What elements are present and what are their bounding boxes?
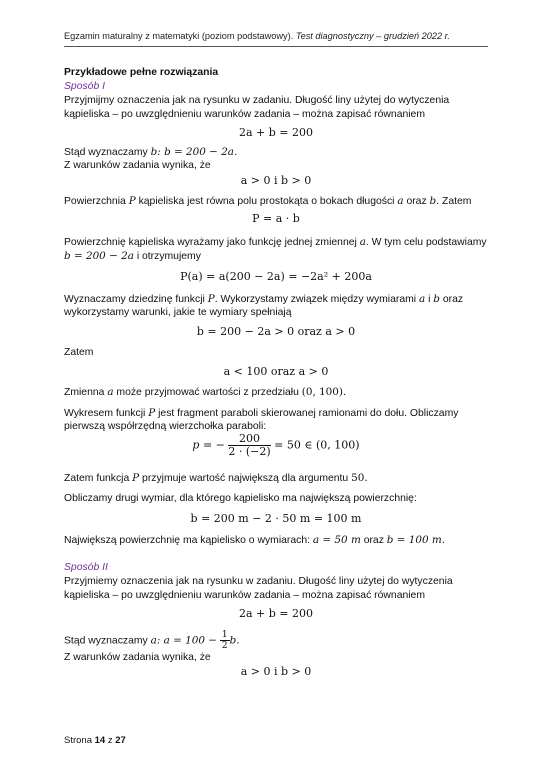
m1-p5-formula: b = 200 − 2a: [64, 250, 134, 262]
m1-p12-text-a: Największą powierzchnię ma kąpielisko o wymiarach:: [64, 535, 311, 546]
m1-p6-text-a: Wyznaczamy dziedzinę funkcji: [64, 294, 205, 305]
m1-p6-var-a: a: [419, 293, 426, 305]
m2-equation-1: 2a + b = 200: [238, 607, 313, 620]
m1-equation-6: a < 100 oraz a > 0: [223, 365, 329, 378]
m1-p4-var-P: P: [128, 195, 136, 207]
m2-p2-fraction: [220, 630, 230, 651]
m2-p2-text: Stąd wyznaczamy: [64, 635, 148, 647]
m2-paragraph-3: Z warunków zadania wynika, że: [64, 652, 211, 663]
m1-p10-var-P: P: [132, 472, 140, 484]
m1-p6-text-b: . Wykorzystamy związek między wymiarami: [214, 294, 417, 305]
m1-p4-text-c: oraz: [406, 196, 427, 207]
m1-equation-1: 2a + b = 200: [238, 126, 313, 139]
m2-paragraph-1-line-1: Przyjmiemy oznaczenia jak na rysunku w zadaniu. Długość liny użytej do wytyczenia: [64, 576, 453, 587]
m1-p6-var-P: P: [207, 293, 215, 305]
m1-p10-text-b: przyjmuje wartość największą dla argumentu: [142, 473, 349, 484]
m1-paragraph-11: Obliczamy drugi wymiar, dla którego kąpielisko ma największą powierzchnię:: [64, 493, 417, 504]
m1-paragraph-4: [64, 194, 471, 209]
section-title: Przykładowe pełne rozwiązania: [64, 67, 219, 78]
m2-p2-formula-end: b.: [229, 634, 240, 647]
m1-paragraph-9-line-1: [64, 406, 458, 421]
m1-p6-var-b: b: [433, 293, 440, 305]
m1-p4-text-b: kąpieliska jest równa polu prostokąta o bokach długości: [138, 196, 395, 207]
m1-equation-2: a > 0 i b > 0: [240, 174, 312, 187]
m1-p4-text-a: Powierzchnia: [64, 196, 126, 207]
m1-paragraph-9-line-2: pierwszą współrzędną wierzchołka paraboli:: [64, 421, 267, 432]
m1-p8-text-b: może przyjmować wartości z przedziału: [116, 387, 299, 398]
m1-equation-4: P(a) = a(200 − 2a) = −2a² + 200a: [180, 270, 372, 283]
m1-p9-text-b: jest fragment paraboli skierowanej ramionami do dołu. Obliczamy: [158, 408, 459, 419]
m1-paragraph-12: [64, 533, 445, 548]
header-test-title: Test diagnostyczny – grudzień 2022 r.: [295, 31, 450, 41]
footer-total-pages: 27: [115, 735, 126, 746]
m2-p2-formula: a: a = 100 −: [150, 634, 217, 647]
m1-paragraph-5-line-1: [64, 235, 487, 250]
m1-p10-text-a: Zatem funkcja: [64, 473, 130, 484]
m2-equation-2: a > 0 i b > 0: [240, 665, 312, 678]
footer-prefix: Strona: [64, 735, 92, 746]
m1-p9-text-a: Wykresem funkcji: [64, 408, 146, 419]
footer-separator: z: [107, 735, 113, 746]
m1-p5-text-c: i otrzymujemy: [136, 251, 201, 262]
m1-p5-text-a: Powierzchnię kąpieliska wyrażamy jako funkcję jednej zmiennej: [64, 237, 357, 248]
m1-eq7-denominator: 2 · (−2): [228, 445, 271, 458]
m1-p5-text-b: . W tym celu podstawiamy: [365, 237, 487, 248]
m1-paragraph-6-line-1: [64, 292, 463, 307]
m1-eq7-numerator: 200: [228, 433, 270, 446]
method-1-label: Sposób I: [64, 81, 106, 92]
m1-equation-7: [64, 433, 488, 458]
m1-paragraph-3: Z warunków zadania wynika, że: [64, 160, 211, 171]
m1-p6-text-oraz: oraz: [442, 294, 464, 305]
header-exam-name: Egzamin maturalny z matematyki (poziom podstawowy).: [64, 31, 294, 41]
m1-paragraph-2: [64, 145, 237, 160]
m1-p8-var-a: a: [107, 386, 114, 398]
page-header: [64, 31, 450, 41]
m1-paragraph-7: Zatem: [64, 347, 94, 358]
m1-p4-var-b: b: [429, 195, 437, 207]
m1-p8-text-a: Zmienna: [64, 387, 105, 398]
m1-p6-text-i: i: [428, 294, 431, 305]
footer-page-number: 14: [94, 735, 106, 746]
m1-eq7-fraction: [228, 433, 270, 458]
method-2-label: Sposób II: [64, 562, 108, 573]
m1-p2-text: Stąd wyznaczamy: [64, 147, 148, 158]
m1-equation-5: b = 200 − 2a > 0 oraz a > 0: [196, 325, 356, 338]
m1-paragraph-5-line-2: [64, 249, 201, 264]
page-footer: [64, 735, 126, 746]
m1-p2-formula: b: b = 200 − 2a.: [150, 146, 238, 158]
m1-paragraph-8: [64, 385, 346, 400]
m1-eq7-rhs: = 50 ∈ (0, 100): [274, 438, 360, 452]
m1-p10-value: 50.: [351, 472, 368, 484]
m2-paragraph-1-line-2: kąpieliska – po uwzględnieniu warunków zadania – można zapisać równaniem: [64, 590, 425, 601]
m1-p12-b-value: b = 100 m.: [386, 534, 446, 546]
m1-p8-interval: (0, 100).: [301, 386, 347, 398]
m1-paragraph-1-line-1: Przyjmijmy oznaczenia jak na rysunku w zadaniu. Długość liny użytej do wytyczenia: [64, 95, 450, 106]
m1-p4-text-d: . Zatem: [436, 196, 472, 207]
m1-paragraph-1-line-2: kąpieliska – po uwzględnieniu warunków zadania – można zapisać równaniem: [64, 109, 425, 120]
m2-paragraph-2: [64, 630, 240, 651]
m2-p2-denominator: 2: [221, 641, 228, 651]
m1-p9-var-P: P: [148, 407, 156, 419]
m1-p4-var-a: a: [397, 195, 404, 207]
m1-paragraph-6-line-2: wykorzystamy warunki, jakie te wymiary spełniają: [64, 307, 292, 318]
m1-equation-8: b = 200 m − 2 · 50 m = 100 m: [190, 512, 362, 525]
m1-equation-3: P = a · b: [252, 212, 300, 225]
m2-p2-numerator: 1: [221, 630, 228, 640]
m1-p12-a-value: a = 50 m: [312, 534, 361, 546]
m1-eq7-lhs: p = −: [192, 438, 225, 452]
header-divider: [64, 46, 488, 47]
m1-p12-text-oraz: oraz: [363, 535, 384, 546]
m1-paragraph-10: [64, 471, 368, 486]
m1-p5-var-a: a: [359, 236, 366, 248]
